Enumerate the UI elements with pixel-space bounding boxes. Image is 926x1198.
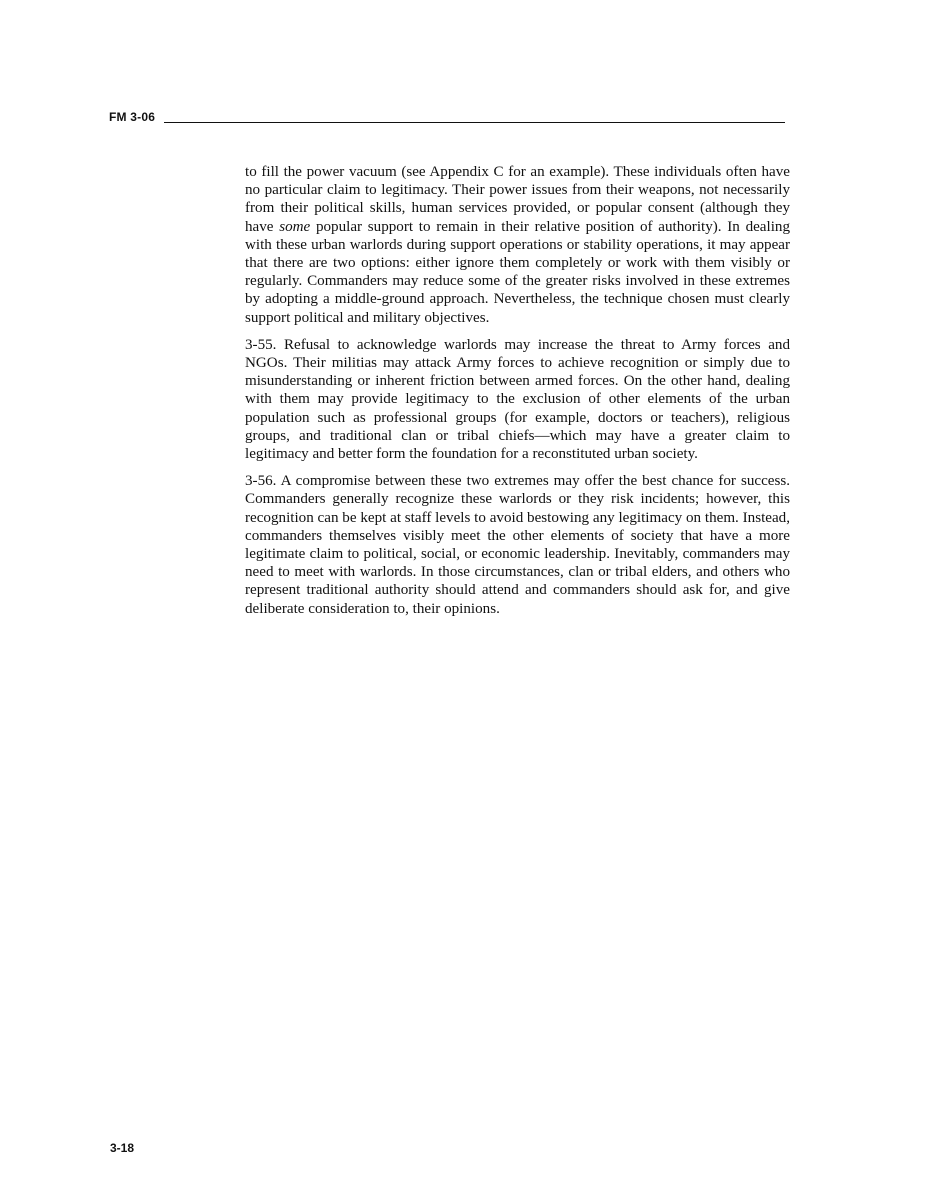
manual-designation: FM 3-06 [109,110,156,124]
emphasis-word: some [279,218,311,235]
running-header [109,110,785,126]
paragraph-continuation [245,163,790,327]
paragraph-3-55: 3-55. Refusal to acknowledge warlords may increase the threat to Army forces and NGOs. Their militias may attack Army forces to achieve recognition or simply due to misunderstanding or inherent friction between armed forces. On the other hand, dealing with them may provide legitimacy to the exclusion of other elements of the urban population such as professional groups (for example, doctors or teachers), religious groups, and traditional clan or tribal chiefs—which may have a greater claim to legitimacy and better form the foundation for a reconstituted urban society. [245,336,790,463]
body-text [245,163,790,627]
paragraph-text-start: to fill the power vacuum (see Appendix C for an example). These individuals often have no particular claim to legitimacy. Their power issues from their weapons, not necessarily from their political skills, human services provided, or popular consent (although they have [245,164,790,235]
page-number: 3-18 [110,1141,135,1155]
header-rule [164,122,785,123]
paragraph-text-end: popular support to remain in their relative position of authority). In dealing with these urban warlords during support operations or stability operations, it may appear that there are two options: either ignore them completely or work with them visibly or regularly. Commanders may reduce some of the greater risks involved in these extremes by adopting a middle-ground approach. Nevertheless, the technique chosen must clearly support political and military objectives. [245,218,790,326]
paragraph-3-56: 3-56. A compromise between these two extremes may offer the best chance for success. Commanders generally recognize these warlords or they risk incidents; however, this recognition can be kept at staff levels to avoid bestowing any legitimacy on them. Instead, commanders themselves visibly meet the other elements of society that have a more legitimate claim to political, social, or economic leadership. Inevitably, commanders may need to meet with warlords. In those circumstances, clan or tribal elders, and others who represent traditional authority should attend and commanders should ask for, and give deliberate consideration to, their opinions. [245,473,790,617]
